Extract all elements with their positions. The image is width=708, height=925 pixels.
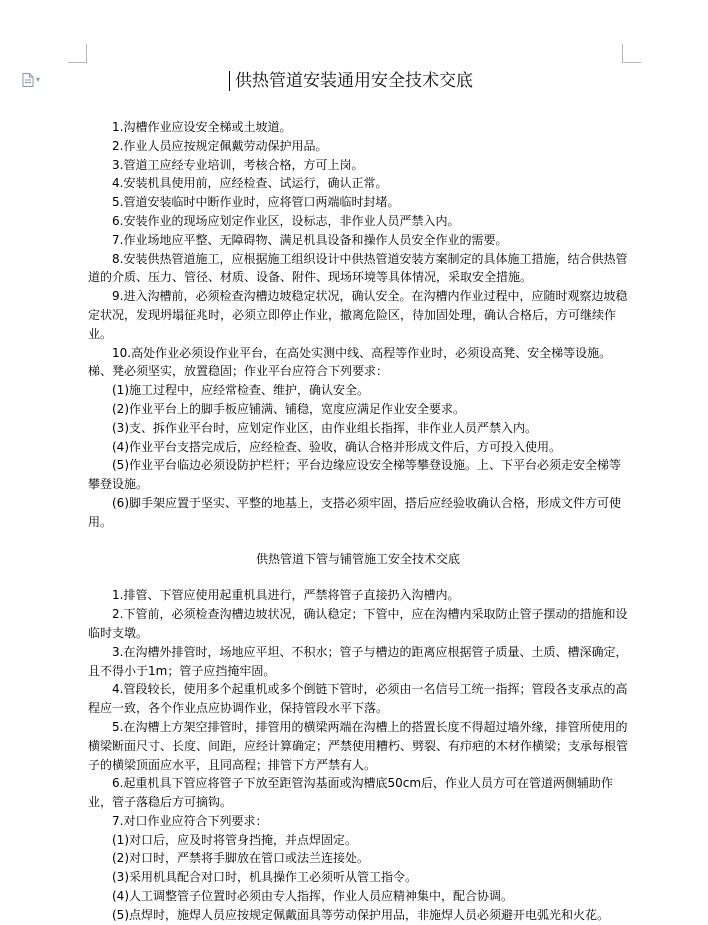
paragraph: 10.高处作业必须设作业平台，在高处实测中线、高程等作业时，必须设高凳、安全梯等设施。梯、凳必须坚实，放置稳固；作业平台应符合下列要求： [88, 345, 612, 379]
paragraph: 4.安装机具使用前，应经检查、试运行，确认正常。 [112, 176, 388, 191]
paragraph: (1)施工过程中，应经常检查、维护，确认安全。 [112, 383, 369, 398]
document-title: 供热管道安装通用安全技术交底 [235, 71, 473, 91]
paragraph: 5.在沟槽上方架空排管时，排管用的横梁两端在沟槽上的搭置长度不得超过墙外缘，排管所使用的横梁断面尺寸、长度、间距，应经计算确定；严禁使用糟朽、劈裂、有疖疤的木材作横梁；支承每根管子的横梁顶面应水平，且同高程；排管下方严禁有人。 [88, 719, 629, 772]
paragraph: 6.起重机具下管应将管子下放至距管沟基面或沟槽底50cm后，作业人员方可在管道两侧辅助作业，管子落稳后方可摘钩。 [88, 776, 614, 810]
paragraph: (6)脚手架应置于坚实、平整的地基上，支搭必须牢固，搭后应经验收确认合格，形成文件方可使用。 [88, 495, 622, 529]
paragraph: 6.安装作业的现场应划定作业区，设标志，非作业人员严禁入内。 [112, 213, 460, 228]
paragraph: 2.下管前，必须检查沟槽边坡状况，确认稳定；下管中，应在沟槽内采取防止管子摆动的措施和设临时支墩。 [88, 607, 628, 640]
paragraph: (4)作业平台支搭完成后，应经检查、验收，确认合格并形成文件后，方可投入使用。 [112, 439, 562, 454]
crop-mark-top-left [68, 44, 87, 63]
paragraph: 9.进入沟槽前，必须检查沟槽边坡稳定状况，确认安全。在沟槽内作业过程中，应随时观察边坡稳定状况，发现坍塌征兆时，必须立即停止作业，撤离危险区，待加固处理，确认合格后，方可继续作业。 [88, 289, 628, 341]
paragraph: 1.沟槽作业应设安全梯或土坡道。 [112, 120, 292, 134]
paragraph: (5)点焊时，施焊人员应按规定佩戴面具等劳动保护用品，非施焊人员必须避开电弧光和火花。 [112, 907, 610, 922]
paragraph: (1)对口后，应及时将管身挡掩，并点焊固定。 [112, 832, 357, 847]
paragraph: 8.安装供热管道施工，应根据施工组织设计中供热管道安装方案制定的具体施工措施，结合供热管道的介质、压力、管径、材质、设备、附件、现场环境等具体情况，采取安全措施。 [88, 251, 628, 285]
chevron-down-icon: ▾ [36, 75, 41, 84]
paragraph: 3.在沟槽外排管时，场地应平坦、不积水；管子与槽边的距离应根据管子质量、土质、槽深确定，且不得小于1m；管子应挡掩牢固。 [88, 644, 628, 678]
paragraph: 2.作业人员应按规定佩戴劳动保护用品。 [112, 138, 328, 153]
paragraph: 1.排管、下管应使用起重机具进行，严禁将管子直接扔入沟槽内。 [112, 588, 460, 603]
paragraph: 7.对口作业应符合下列要求： [112, 813, 268, 828]
paragraph: 7.作业场地应平整、无障碍物、满足机具设备和操作人员安全作业的需要。 [112, 232, 508, 247]
paragraph: (4)人工调整管子位置时必须由专人指挥，作业人员应精神集中，配合协调。 [112, 889, 514, 904]
paragraph: 4.管段较长，使用多个起重机或多个倒链下管时，必须由一名信号工统一指挥；管段各支承点的高程应一致，各个作业点应协调作业，保持管段水平下落。 [88, 682, 628, 716]
paragraph: (3)采用机具配合对口时，机具操作工必须听从管工指令。 [112, 870, 418, 885]
paragraph: (2)对口时，严禁将手脚放在管口或法兰连接处。 [112, 851, 369, 866]
section-subtitle: 供热管道下管与铺管施工安全技术交底 [255, 551, 460, 566]
paragraph: 5.管道安装临时中断作业时，应将管口两端临时封堵。 [112, 195, 400, 210]
paragraph: (3)支、拆作业平台时，应划定作业区，由作业组长指挥，非作业人员严禁入内。 [112, 420, 538, 435]
document-body [88, 118, 628, 925]
paragraph: (2)作业平台上的脚手板应铺满、铺稳，宽度应满足作业安全要求。 [112, 401, 466, 416]
paragraph: (5)作业平台临边必须设防护栏杆；平台边缘应设安全梯等攀登设施。上、下平台必须走安全梯等攀登设施。 [88, 458, 622, 492]
crop-mark-top-right [622, 44, 641, 63]
paragraph: 3.管道工应经专业培训，考核合格，方可上岗。 [112, 157, 364, 172]
